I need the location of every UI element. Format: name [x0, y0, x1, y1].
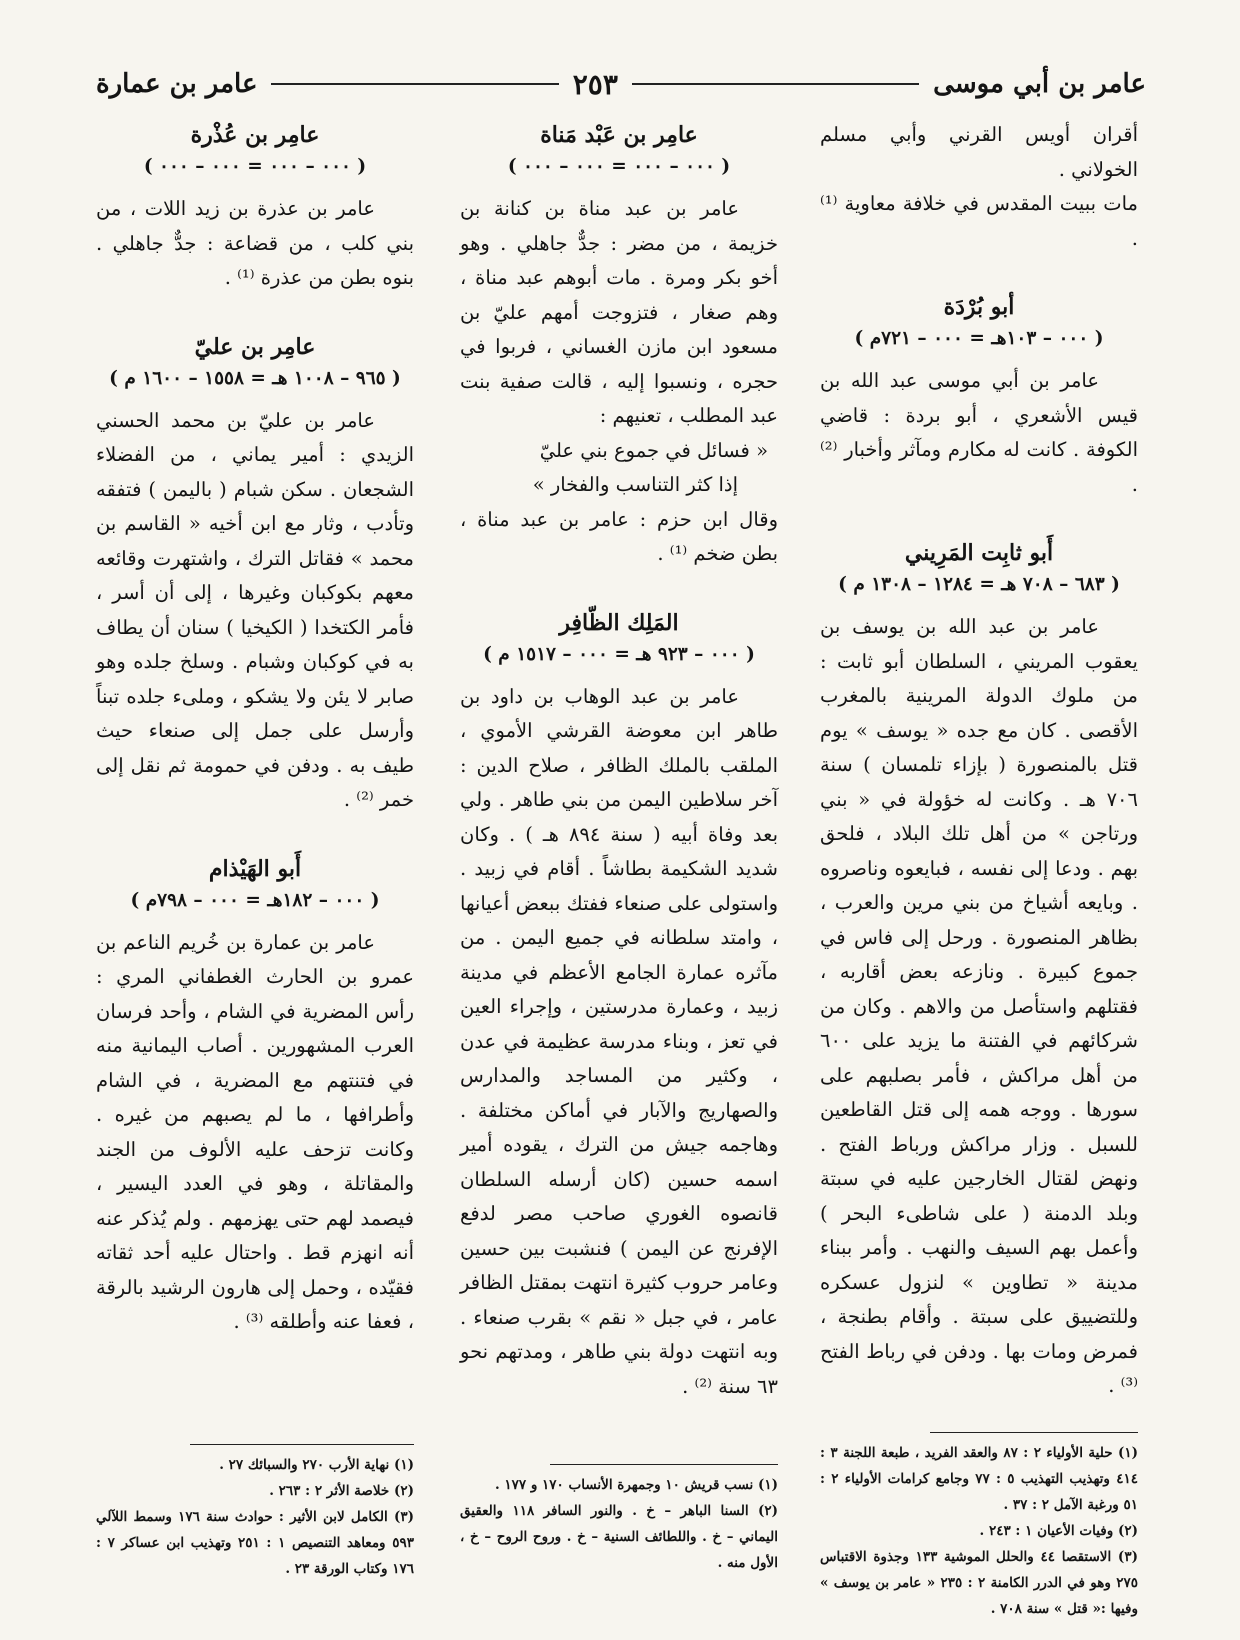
middle-column	[460, 118, 778, 1404]
entry-title: المَلِك الظّافِر	[559, 609, 679, 636]
entry-amir-ibn-abd-manat	[460, 118, 778, 572]
footnote-rule-right	[930, 1432, 1138, 1433]
continuation-line: أقران أويس القرني وأبي مسلم الخولاني .	[820, 123, 1138, 181]
entry-title: أبو بُرْدَة	[943, 294, 1015, 320]
entry-dates: ( ٠٠٠ – ٠٠٠ = ٠٠٠ – ٠٠٠ )	[507, 156, 731, 177]
entry-body-continuation: وقال ابن حزم : عامر بن عبد مناة ، بطن ضخم ⁽¹⁾ .	[460, 507, 778, 565]
entry-dates: ( ٠٠٠ – ٠٠٠ = ٠٠٠ – ٠٠٠ )	[143, 156, 367, 177]
entry-body: عامر بن عمارة بن خُريم الناعم بن عمرو بن الحارث الغطفاني المري : رأس المضرية في الشام ، وأحد فرسان العرب المشهورين . أصاب اليمانية منه في فتنتهم مع المضرية ، في الشام وأطرافها ، ما لم يصبهم من غيره . وكانت تزحف عليه الألوف من الجند والمقاتلة ، وهو في العدد اليسير ، فيصمد لهم حتى يهزمهم . ولم يُذكر عنه أنه انهزم قط . واحتال عليه أحد ثقاته فقيّده ، وحمل إلى هارون الرشيد بالرقة ، فعفا عنه وأطلقه ⁽³⁾ .	[96, 930, 414, 1333]
entry-body: عامر بن عذرة بن زيد اللات ، من بني كلب ، من قضاعة : جدٌّ جاهلي . بنوه بطن من عذرة ⁽¹⁾ .	[96, 197, 414, 289]
entry-spacer	[820, 256, 1138, 290]
footnote: (١) نسب قريش ١٠ وجمهرة الأنساب ١٧٠ و ١٧٧ .	[494, 1477, 778, 1493]
footnote: (٢) خلاصة الأثر ٢ : ٢٦٣ .	[269, 1483, 414, 1499]
verse-line: إذا كثر التناسب والفخار »	[532, 473, 738, 496]
entry-spacer	[460, 572, 778, 606]
footnote: (٢) وفيات الأعيان ١ : ٢٤٣ .	[979, 1523, 1138, 1539]
header-rule-right	[632, 83, 919, 85]
entry-amir-ibn-ali	[96, 330, 414, 818]
footnote: (٣) الكامل لابن الأثير : حوادث سنة ١٧٦ وسمط اللآلي ٥٩٣ ومعاهد التنصيص ١ : ٢٥١ وتهذيب ابن عساكر ٧ : ١٧٦ وكتاب الورقة ٢٣ .	[96, 1509, 414, 1577]
entry-title: أَبو ثابِت المَرِيني	[904, 540, 1054, 566]
running-header	[96, 62, 1146, 106]
entry-abu-al-haydham	[96, 852, 414, 1340]
footnote: (٢) السنا الباهر – خ . والنور السافر ١١٨ والعقيق اليماني – خ . واللطائف السنية – خ . وروح الروح – خ ، الأول منه .	[460, 1503, 778, 1571]
entry-spacer	[96, 818, 414, 852]
entry-body: عامر بن عبد مناة بن كنانة بن خزيمة ، من مضر : جدٌّ جاهلي . وهو أخو بكر ومرة . مات أبوهم عبد مناة ، وهم صغار ، فتزوجت أمهم عليّ بن مسعود ابن مازن الغساني ، فربوا في حجره ، ونسبوا إليه ، قالت صفية بنت عبد المطلب ، تعنيهم :	[460, 197, 778, 427]
footnote-rule-left	[190, 1444, 414, 1445]
entry-dates: ( ٩٦٥ – ١٠٠٨ هـ = ١٥٥٨ – ١٦٠٠ م )	[109, 367, 401, 389]
entry-abu-burda	[820, 290, 1138, 502]
footnote: (١) حلية الأولياء ٢ : ٨٧ والعقد الفريد ، طبعة اللجنة ٣ : ٤١٤ وتهذيب التهذيب ٥ : ٧٧ وجامع كرامات الأولياء ٢ : ٥١ ورغبة الآمل ٢ : ٣٧ .	[820, 1445, 1139, 1513]
entry-spacer	[820, 502, 1138, 536]
footnote: (١) نهاية الأرب ٢٧٠ والسبائك ٢٧ .	[219, 1457, 414, 1473]
entry-dates: ( ٦٨٣ – ٧٠٨ هـ = ١٢٨٤ – ١٣٠٨ م )	[838, 574, 1120, 595]
left-column	[96, 118, 414, 1340]
footnotes-middle	[460, 1472, 778, 1576]
entry-title: عامِر بن عَبْد مَناة	[540, 122, 698, 148]
entry-body: عامر بن عليّ بن محمد الحسني الزيدي : أمير يماني ، من الفضلاء الشجعان . سكن شبام ( باليمن ) فتفقه وتأدب ، وثار مع ابن أخيه « القاسم بن محمد » فقاتل الترك ، واشتهرت وقائعه معهم بكوكبان وغيرها ، إلى أن أسر ، فأمر الكتخدا ( الكيخيا ) سنان أن يطاف به في كوكبان وشبام . وسلخ جلده وهو صابر لا يئن ولا يشكو ، وملىء جلده تبناً وأرسل على جمل إلى صنعاء حيث طيف به . ودفن في حمومة ثم نقل إلى خمر ⁽²⁾ .	[96, 408, 414, 811]
entry-dates: ( ٠٠٠ – ١٨٢هـ = ٠٠٠ – ٧٩٨م )	[130, 889, 380, 911]
footnote-rule-middle	[550, 1464, 778, 1465]
page-number: ٢٥٣	[572, 67, 618, 101]
entry-amir-ibn-udhra	[96, 118, 414, 296]
right-column	[820, 118, 1138, 1404]
entry-dates: ( ٠٠٠ – ١٠٣هـ = ٠٠٠ – ٧٢١م )	[854, 328, 1104, 349]
entry-dates: ( ٠٠٠ – ٩٢٣ هـ = ٠٠٠ – ١٥١٧ م )	[483, 643, 755, 665]
entry-title: أَبو الهَيْذام	[208, 855, 302, 882]
footnotes-right	[820, 1440, 1138, 1622]
header-rule-left	[271, 83, 558, 85]
footnote: (٣) الاستقصا ٤٤ والحلل الموشية ١٣٣ وجذوة الاقتباس ٢٧٥ وهو في الدرر الكامنة ٢ : ٢٣٥ « عامر بن يوسف » وفيها :« قتل » سنة ٧٠٨ .	[820, 1549, 1138, 1617]
entry-title: عامِر بن عُذْرة	[190, 122, 320, 148]
footnotes-left	[96, 1452, 414, 1582]
entry-body: عامر بن أبي موسى عبد الله بن قيس الأشعري ، أبو بردة : قاضي الكوفة . كانت له مكارم ومآثر وأخبار ⁽²⁾ .	[820, 369, 1138, 496]
entry-title: عامِر بن عليّ	[194, 333, 316, 360]
header-right-keyword: عامر بن أبي موسى	[933, 69, 1146, 99]
header-left-keyword: عامر بن عمارة	[95, 69, 258, 99]
entry-abu-thabit-al-marini	[820, 536, 1138, 1404]
verse-line: « فسائل في جموع بني عليّ	[539, 438, 768, 462]
entry-body: عامر بن عبد الله بن يوسف بن يعقوب المريني ، السلطان أبو ثابت : من ملوك الدولة المرينية بالمغرب الأقصى . كان مع جده « يوسف » يوم قتل بالمنصورة ( بإزاء تلمسان ) سنة ٧٠٦ هـ . وكانت له خؤولة في « بني ورتاجن » من أهل تلك البلاد ، فلحق بهم . ودعا إلى نفسه ، فبايعوه وناصروه . وبايعه أشياخ من بني مرين والعرب ، بظاهر المنصورة . ورحل إلى فاس في جموع كبيرة . ونازعه بعض أقاربه ، فقتلهم واستأصل من والاهم . وكان من شركائهم في الفتنة ما يزيد على ٦٠٠ من أهل مراكش ، فأمر بصلبهم على سورها . ووجه همه إلى قتل القاطعين للسبل . وزار مراكش ورباط الفتح . ونهض لقتال الخارجين عليه في سبتة وبلد الدمنة ( على شاطىء البحر ) وأعمل بهم السيف والنهب . وأمر ببناء مدينة « تطاوين » لنزول عسكره وللتضييق على سبتة . وأقام بطنجة ، فمرض ومات بها . ودفن في رباط الفتح ⁽³⁾ .	[820, 615, 1138, 1397]
entry-al-malik-al-zafir	[460, 606, 778, 1405]
entry-spacer	[96, 296, 414, 330]
continuation-line: مات ببيت المقدس في خلافة معاوية ⁽¹⁾ .	[820, 192, 1138, 250]
entry-body: عامر بن عبد الوهاب بن داود بن طاهر ابن معوضة القرشي الأموي ، الملقب بالملك الظافر ، صلاح الدين : آخر سلاطين اليمن من بني طاهر . ولي بعد وفاة أبيه ( سنة ٨٩٤ هـ ) . وكان شديد الشكيمة بطاشاً . أقام في زبيد . واستولى على صنعاء ففتك ببعض أعيانها ، وامتد سلطانه في جميع اليمن . من مآثره عمارة الجامع الأعظم في مدينة زبيد ، وعمارة مدرستين ، وإجراء العين في تعز ، وبناء مدرسة عظيمة في عدن ، وكثير من المساجد والمدارس والصهاريج والآبار في أماكن مختلفة . وهاجمه جيش من الترك ، يقوده أمير اسمه حسين (كان أرسله السلطان قانصوه الغوري صاحب مصر لدفع الإفرنج عن اليمن ) فنشبت بين حسين وعامر حروب كثيرة انتهت بمقتل الظافر عامر ، في جبل « نقم » بقرب صنعاء . وبه انتهت دولة بني طاهر ، ومدتهم نحو ٦٣ سنة ⁽²⁾ .	[460, 684, 778, 1398]
